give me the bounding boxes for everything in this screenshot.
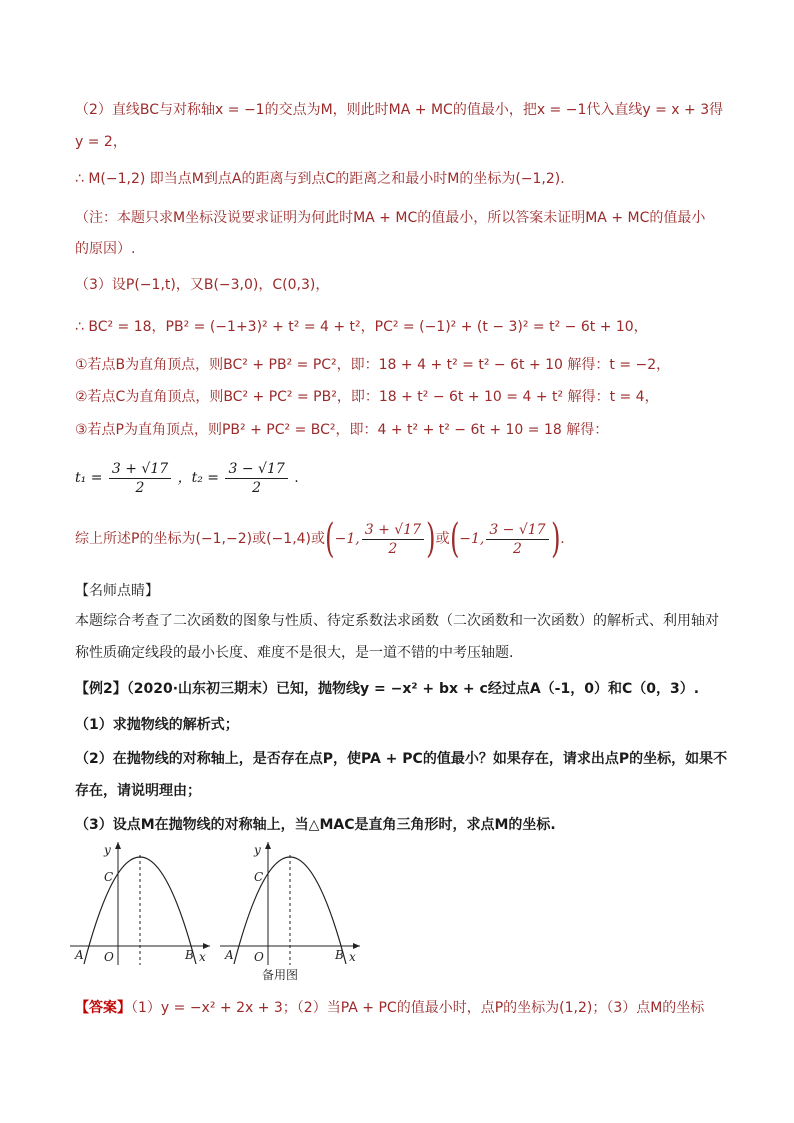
summary-prefix: 综上所述P的坐标为(−1,−2)或(−1,4)或 bbox=[75, 531, 326, 547]
answer-tag: 【答案】 bbox=[75, 1000, 131, 1016]
summary-point2-prefix: −1, bbox=[459, 531, 485, 547]
part3-line1: （3）设P(−1,t)，又B(−3,0)，C(0,3)， bbox=[75, 277, 330, 293]
part3-line2: ∴ BC² = 18，PB² = (−1+3)² + t² = 4 + t²，PC² = (−1)² + (t − 3)² = t² − 6t + 10， bbox=[75, 319, 648, 335]
x-axis-arrow bbox=[203, 943, 210, 949]
summary-fraction-1 bbox=[362, 521, 424, 558]
t2-fraction bbox=[225, 460, 287, 497]
example2-question2-line2: 存在，请说明理由； bbox=[75, 783, 201, 799]
part3-case3: ③若点P为直角顶点，则PB² + PC² = BC²，即：4 + t² + t² − 6t + 10 = 18 解得： bbox=[75, 422, 609, 438]
summary-open-paren-1: ( bbox=[325, 516, 335, 562]
b-label: B bbox=[335, 948, 344, 962]
part3-case2: ②若点C为直角顶点，则BC² + PC² = PB²，即：18 + t² − 6t + 10 = 4 + t² 解得：t = 4， bbox=[75, 389, 659, 405]
comment-line2: 称性质确定线段的最小长度、难度不是很大，是一道不错的中考压轴题. bbox=[75, 645, 514, 661]
t1-denominator: 2 bbox=[135, 479, 145, 496]
t2-label: ，t₂ = bbox=[177, 470, 220, 486]
example2-question3: （3）设点M在抛物线的对称轴上，当△MAC是直角三角形时，求点M的坐标. bbox=[75, 817, 556, 833]
t-end: . bbox=[294, 470, 299, 486]
x-label: x bbox=[349, 950, 356, 964]
summary-fraction-2 bbox=[486, 521, 548, 558]
o-label: O bbox=[254, 950, 264, 964]
summary-or: 或 bbox=[435, 531, 450, 547]
part3-case1: ①若点B为直角顶点，则BC² + PB² = PC²，即：18 + 4 + t² = t² − 6t + 10 解得：t = −2， bbox=[75, 357, 671, 373]
summary-numerator-1: 3 + √17 bbox=[362, 521, 424, 540]
part2-note-line1: （注：本题只求M坐标没说要求证明为何此时MA + MC的值最小，所以答案未证明MA + MC的值最小 bbox=[75, 210, 706, 226]
o-label: O bbox=[104, 950, 114, 964]
t1-fraction bbox=[109, 460, 171, 497]
t2-denominator: 2 bbox=[252, 479, 262, 496]
a-label: A bbox=[75, 948, 84, 962]
part3-t-solutions bbox=[75, 456, 725, 500]
y-label: y bbox=[104, 843, 111, 857]
summary-point1-prefix: −1, bbox=[334, 531, 360, 547]
answer-line bbox=[75, 997, 725, 1019]
summary-denominator-2: 2 bbox=[512, 540, 522, 557]
summary-open-paren-2: ( bbox=[449, 516, 460, 562]
summary-end: . bbox=[560, 531, 565, 547]
t2-numerator: 3 − √17 bbox=[225, 460, 287, 479]
t1-numerator: 3 + √17 bbox=[109, 460, 171, 479]
summary-numerator-2: 3 − √17 bbox=[486, 521, 548, 540]
c-label: C bbox=[104, 870, 114, 884]
part2-line2: y = 2， bbox=[75, 134, 127, 150]
example2-question2-line1: （2）在抛物线的对称轴上，是否存在点P，使PA + PC的值最小？如果存在，请求出点P的坐标，如果不 bbox=[75, 751, 728, 767]
y-axis-arrow bbox=[115, 842, 121, 849]
answer-text: （1）y = −x² + 2x + 3；（2）当PA + PC的值最小时，点P的坐标为(1,2)；（3）点M的坐标 bbox=[131, 1000, 705, 1016]
x-axis-arrow bbox=[353, 943, 360, 949]
b-label: B bbox=[185, 948, 194, 962]
spare-figure-caption: 备用图 bbox=[262, 968, 299, 982]
summary-close-paren-2: ) bbox=[550, 516, 561, 562]
comment-heading: 【名师点睛】 bbox=[75, 583, 159, 599]
summary-denominator-1: 2 bbox=[388, 540, 398, 557]
part2-line3: ∴ M(−1,2) 即当点M到点A的距离与到点C的距离之和最小时M的坐标为(−1,2). bbox=[75, 171, 565, 187]
c-label: C bbox=[254, 870, 264, 884]
summary-close-paren-1: ) bbox=[426, 516, 436, 562]
parabola-figure-1 bbox=[70, 840, 220, 970]
y-label: y bbox=[254, 843, 261, 857]
part2-note-line2: 的原因）. bbox=[75, 241, 136, 257]
comment-line1: 本题综合考查了二次函数的图象与性质、待定系数法求函数（二次函数和一次函数）的解析式、利用轴对 bbox=[75, 613, 719, 629]
x-label: x bbox=[199, 950, 206, 964]
example2-question1: （1）求抛物线的解析式； bbox=[75, 717, 239, 733]
a-label: A bbox=[225, 948, 234, 962]
y-axis-arrow bbox=[265, 842, 271, 849]
part3-summary bbox=[75, 514, 725, 564]
example2-title: 【例2】（2020·山东初三期末）已知，抛物线y = −x² + bx + c经过点A（-1，0）和C（0，3）. bbox=[75, 681, 700, 697]
t1-label: t₁ = bbox=[75, 470, 103, 486]
part2-line1: （2）直线BC与对称轴x = −1的交点为M，则此时MA + MC的值最小，把x = −1代入直线y = x + 3得 bbox=[75, 102, 724, 118]
parabola-figure-2 bbox=[220, 840, 370, 985]
